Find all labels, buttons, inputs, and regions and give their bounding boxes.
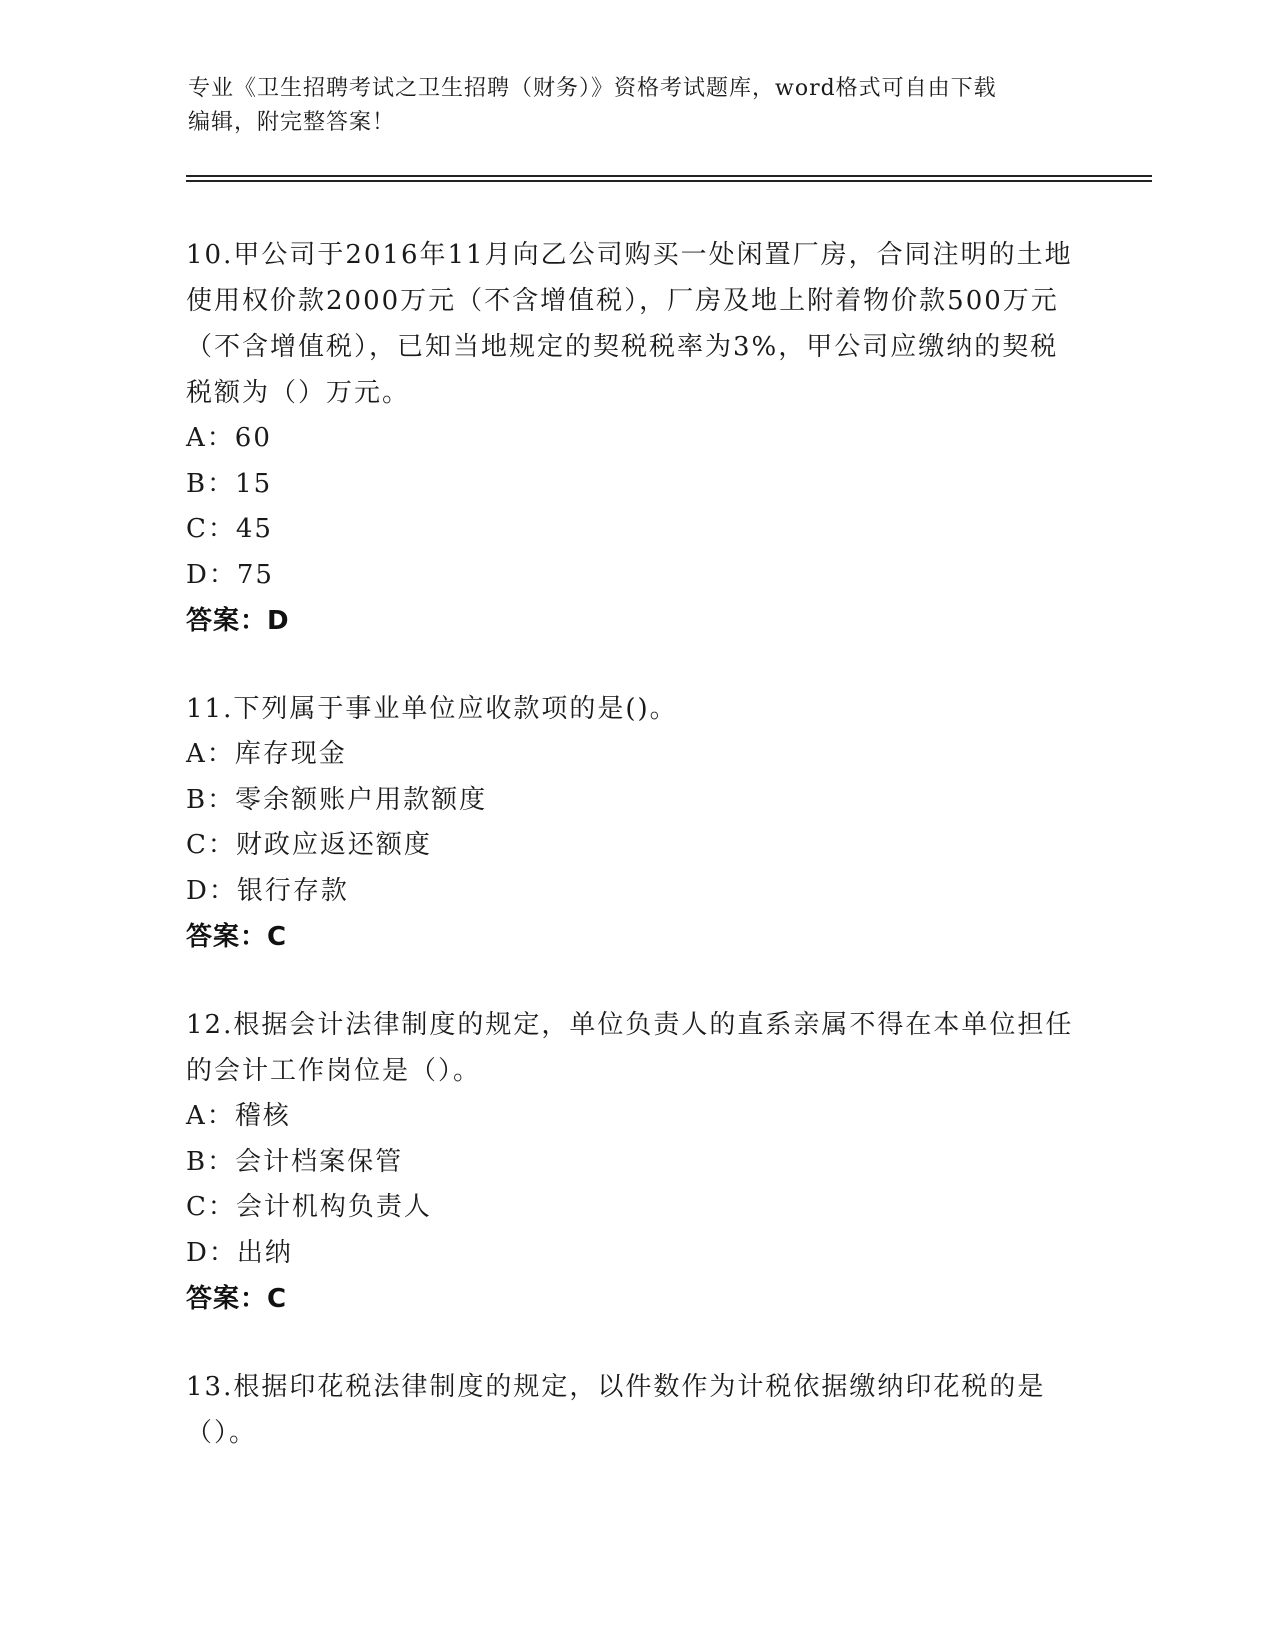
header-divider: [186, 175, 1152, 182]
option-d: D：75: [186, 559, 274, 590]
question-13: [186, 1364, 1076, 1456]
question-stem: 13.根据印花税法律制度的规定，以件数作为计税依据缴纳印花税的是（）。: [186, 1372, 1046, 1448]
divider-line-top: [186, 175, 1152, 177]
option-c: C：45: [186, 514, 273, 544]
answer-line: 答案：D: [186, 606, 290, 636]
answer-line: 答案：C: [186, 1284, 288, 1314]
option-b: B：15: [186, 468, 273, 499]
option-c: C：会计机构负责人: [186, 1192, 432, 1222]
question-list: [186, 232, 1076, 1498]
option-b: B：零余额账户用款额度: [186, 784, 488, 815]
question-12: [186, 1002, 1076, 1322]
header-line-1: 专业《卫生招聘考试之卫生招聘（财务）》资格考试题库，word格式可自由下载: [188, 76, 997, 101]
option-a: A：稽核: [186, 1101, 291, 1131]
answer-line: 答案：C: [186, 922, 288, 952]
document-header: [188, 72, 1068, 140]
option-a: A：60: [186, 423, 272, 453]
option-c: C：财政应返还额度: [186, 830, 432, 860]
question-stem: 11.下列属于事业单位应收款项的是()。: [186, 694, 678, 724]
question-stem: 12.根据会计法律制度的规定，单位负责人的直系亲属不得在本单位担任的会计工作岗位是（）。: [186, 1010, 1074, 1086]
question-11: [186, 686, 1076, 960]
option-a: A：库存现金: [186, 739, 347, 769]
header-line-2: 编辑，附完整答案！: [188, 110, 396, 135]
option-b: B：会计档案保管: [186, 1146, 404, 1177]
divider-line-bottom: [186, 180, 1152, 182]
option-d: D：银行存款: [186, 875, 349, 906]
option-d: D：出纳: [186, 1237, 293, 1268]
question-stem: 10.甲公司于2016年11月向乙公司购买一处闲置厂房，合同注明的土地使用权价款2000万元（不含增值税），厂房及地上附着物价款500万元（不含增值税），已知当地规定的契税税率为3%，甲公司应缴纳的契税税额为（）万元。: [186, 240, 1073, 408]
question-10: [186, 232, 1076, 644]
